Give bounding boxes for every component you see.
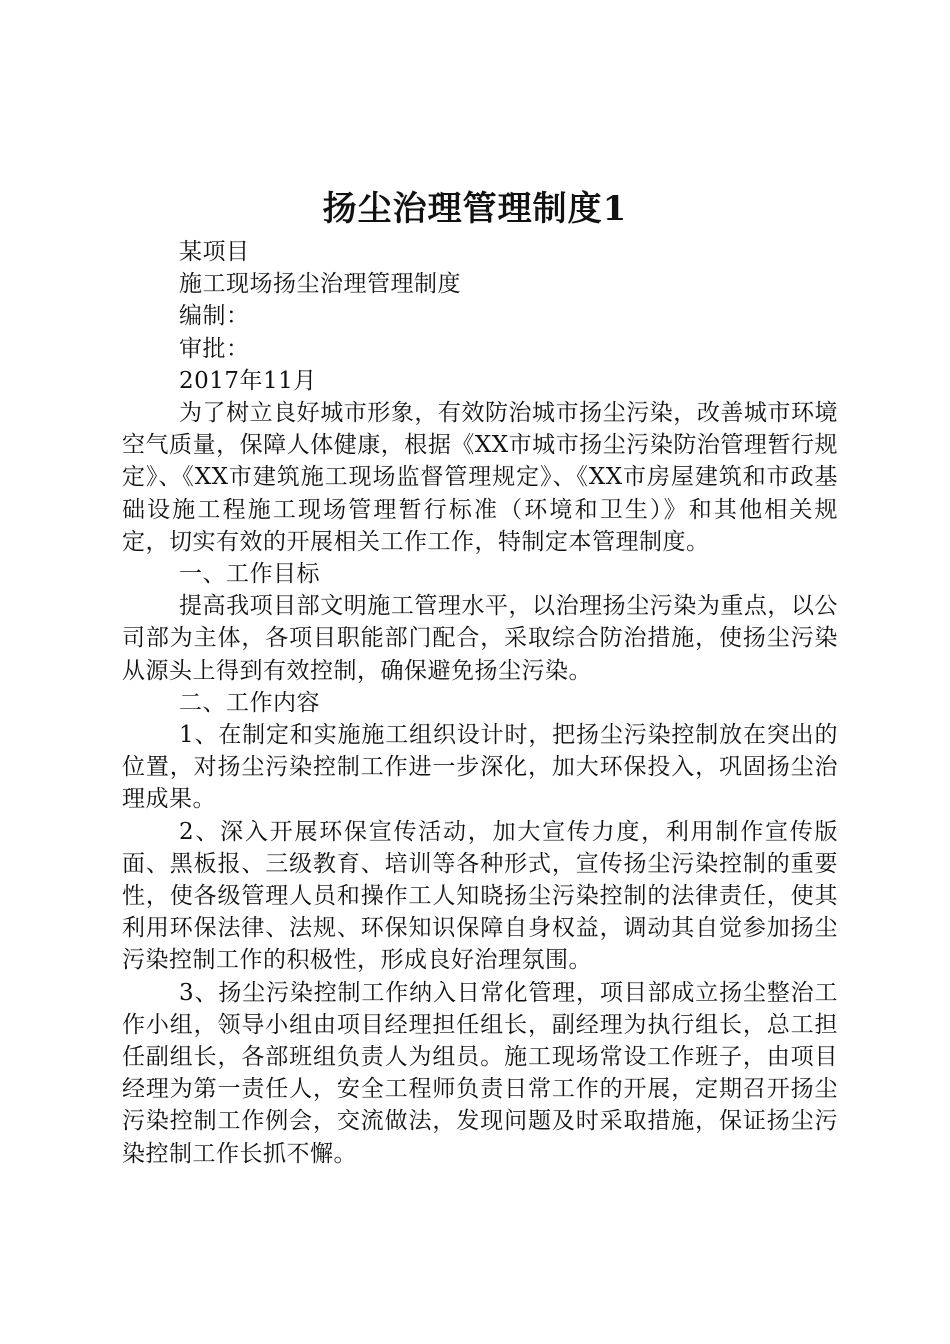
section2-item-1: 1、在制定和实施施工组织设计时，把扬尘污染控制放在突出的位置，对扬尘污染控制工作进一步深化，加大环保投入，巩固扬尘治理成果。 bbox=[122, 722, 838, 813]
section1-paragraph: 提高我项目部文明施工管理水平，以治理扬尘污染为重点，以公司部为主体，各项目职能部门配合，采取综合防治措施，使扬尘污染从源头上得到有效控制，确保避免扬尘污染。 bbox=[122, 593, 838, 684]
section1-heading: 一、工作目标 bbox=[179, 561, 320, 588]
cover-date: 2017年11月 bbox=[179, 367, 317, 394]
cover-approver-label: 审批： bbox=[179, 335, 250, 362]
document-title: 扬尘治理管理制度1 bbox=[322, 189, 628, 229]
section2-item-3: 3、扬尘污染控制工作纳入日常化管理，项目部成立扬尘整治工作小组，领导小组由项目经理担任组长，副经理为执行组长，总工担任副组长，各部班组负责人为组员。施工现场常设工作班子，由项目经理为第一责任人，安全工程师负责日常工作的开展，定期召开扬尘污染控制工作例会，交流做法，发现问题及时采取措施，保证扬尘污染控制工作长抓不懈。 bbox=[122, 979, 838, 1167]
cover-editor-label: 编制： bbox=[179, 303, 250, 330]
cover-doc-name: 施工现场扬尘治理管理制度 bbox=[179, 271, 461, 298]
section2-item-2: 2、深入开展环保宣传活动，加大宣传力度，利用制作宣传版面、黑板报、三级教育、培训等各种形式，宣传扬尘污染控制的重要性，使各级管理人员和操作工人知晓扬尘污染控制的法律责任，使其利用环保法律、法规、环保知识保障自身权益，调动其自觉参加扬尘污染控制工作的积极性，形成良好治理氛围。 bbox=[122, 818, 838, 974]
cover-company: 某项目 bbox=[179, 239, 250, 265]
intro-paragraph: 为了树立良好城市形象，有效防治城市扬尘污染，改善城市环境空气质量，保障人体健康，根据《XX市城市扬尘污染防治管理暂行规定》、《XX市建筑施工现场监督管理规定》、《XX市房屋建筑和市政基础设施工程施工现场管理暂行标准（环境和卫生）》和其他相关规定，切实有效的开展相关工作工作，特制定本管理制度。 bbox=[122, 400, 838, 555]
document-body bbox=[122, 236, 838, 1170]
section2-heading: 二、工作内容 bbox=[179, 689, 320, 716]
